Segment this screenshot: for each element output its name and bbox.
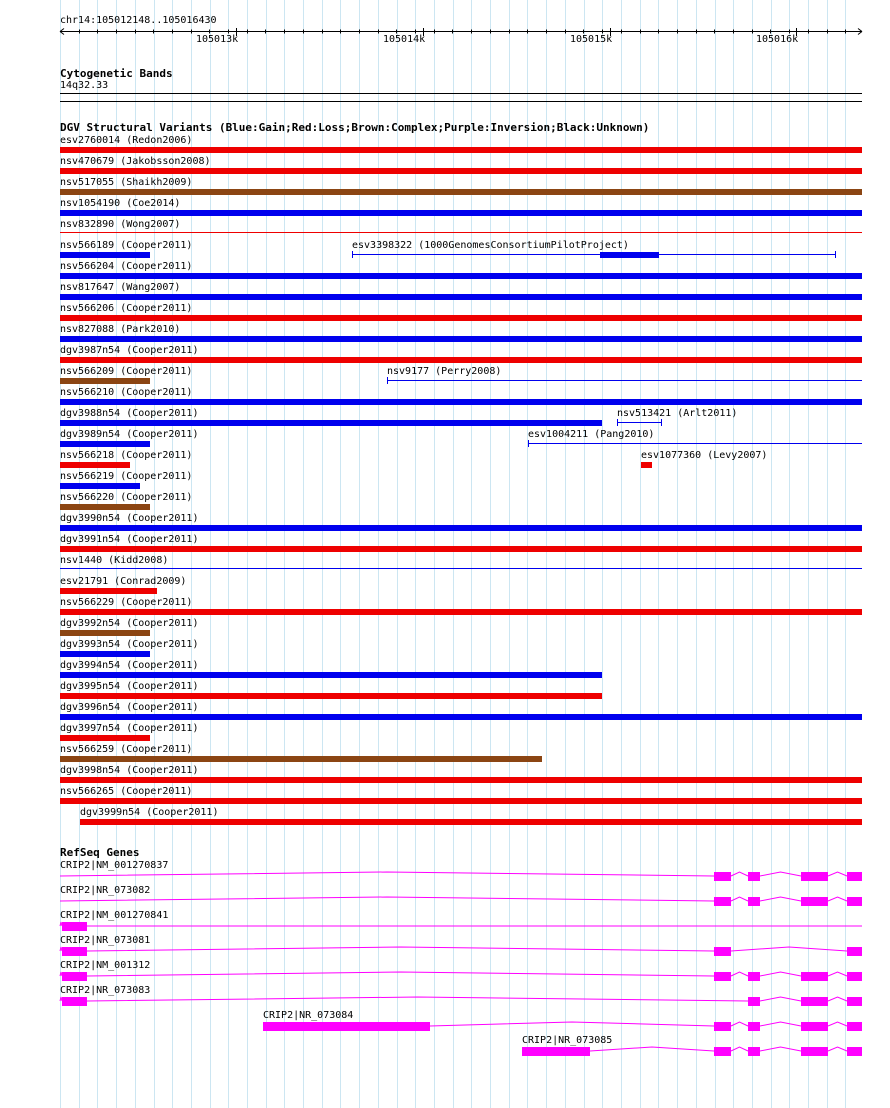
dgv-variant-bar[interactable] [60,399,862,405]
cytoband-track-title[interactable]: Cytogenetic Bands [60,67,173,80]
dgv-variant-bar[interactable] [60,693,602,699]
dgv-variant-bar[interactable] [60,777,862,783]
transcript-label[interactable]: CRIP2|NM_001270841 [60,910,169,921]
dgv-variant-bar[interactable] [60,232,862,233]
dgv-variant-bar[interactable] [60,420,602,426]
dgv-variant-bar[interactable] [60,252,150,258]
dgv-variant-bar[interactable] [60,525,862,531]
dgv-variant-label[interactable]: esv1004211 (Pang2010) [528,429,655,440]
dgv-variant-label[interactable]: nsv1440 (Kidd2008) [60,555,169,566]
dgv-variant-bar[interactable] [617,422,662,423]
dgv-variant-label[interactable]: esv2760014 (Redon2006) [60,135,193,146]
dgv-variant-bar[interactable] [641,462,652,468]
dgv-variant-label[interactable]: esv1077360 (Levy2007) [641,450,768,461]
dgv-variant-label[interactable]: dgv3999n54 (Cooper2011) [80,807,219,818]
dgv-variant-endcap [528,440,529,447]
dgv-track-title[interactable]: DGV Structural Variants (Blue:Gain;Red:Loss;Brown:Complex;Purple:Inversion;Black:Unknown) [60,121,650,134]
dgv-variant-bar[interactable] [80,819,862,825]
dgv-variant-bar[interactable] [600,252,659,258]
dgv-variant-bar[interactable] [60,315,862,321]
dgv-variant-bar[interactable] [60,294,862,300]
cytoband-bar-top [60,93,862,94]
dgv-variant-bar[interactable] [60,735,150,741]
dgv-variant-label[interactable]: nsv832890 (Wong2007) [60,219,181,230]
dgv-variant-bar[interactable] [387,380,862,381]
cytoband-bar-bottom [60,101,862,102]
transcript-label[interactable]: CRIP2|NR_073084 [263,1010,354,1021]
dgv-variant-label[interactable]: dgv3988n54 (Cooper2011) [60,408,199,419]
dgv-variant-bar[interactable] [60,462,130,468]
dgv-variant-bar[interactable] [60,609,862,615]
dgv-variant-bar[interactable] [60,672,602,678]
dgv-variant-endcap [835,251,836,258]
dgv-variant-label[interactable]: nsv566229 (Cooper2011) [60,597,193,608]
dgv-variant-label[interactable]: nsv1054190 (Coe2014) [60,198,181,209]
transcript-label[interactable]: CRIP2|NR_073085 [522,1035,613,1046]
dgv-variant-endcap [352,251,353,258]
dgv-variant-bar[interactable] [60,273,862,279]
dgv-variant-label[interactable]: nsv566265 (Cooper2011) [60,786,193,797]
dgv-variant-label[interactable]: dgv3990n54 (Cooper2011) [60,513,199,524]
dgv-variant-bar[interactable] [60,189,862,195]
dgv-variant-bar[interactable] [60,483,140,489]
dgv-variant-label[interactable]: dgv3995n54 (Cooper2011) [60,681,199,692]
dgv-variant-label[interactable]: nsv9177 (Perry2008) [387,366,502,377]
ruler-tick-label: 105016k [756,34,799,45]
dgv-variant-label[interactable]: dgv3994n54 (Cooper2011) [60,660,199,671]
transcript-label[interactable]: CRIP2|NM_001270837 [60,860,169,871]
dgv-variant-label[interactable]: dgv3987n54 (Cooper2011) [60,345,199,356]
dgv-variant-label[interactable]: dgv3991n54 (Cooper2011) [60,534,199,545]
dgv-variant-bar[interactable] [60,588,157,594]
dgv-variant-label[interactable]: nsv566220 (Cooper2011) [60,492,193,503]
dgv-variant-bar[interactable] [60,798,862,804]
dgv-variant-label[interactable]: dgv3993n54 (Cooper2011) [60,639,199,650]
dgv-variant-bar[interactable] [60,147,862,153]
transcript-label[interactable]: CRIP2|NR_073083 [60,985,151,996]
dgv-variant-bar[interactable] [60,357,862,363]
dgv-variant-bar[interactable] [60,378,150,384]
cytoband-label: 14q32.33 [60,80,109,91]
dgv-variant-label[interactable]: dgv3989n54 (Cooper2011) [60,429,199,440]
transcript-label[interactable]: CRIP2|NM_001312 [60,960,151,971]
dgv-variant-endcap [387,377,388,384]
dgv-variant-bar[interactable] [60,630,150,636]
dgv-variant-bar[interactable] [60,568,862,569]
dgv-variant-label[interactable]: nsv513421 (Arlt2011) [617,408,738,419]
dgv-variant-label[interactable]: nsv817647 (Wang2007) [60,282,181,293]
dgv-variant-bar[interactable] [60,210,862,216]
dgv-variant-label[interactable]: esv3398322 (1000GenomesConsortiumPilotProject) [352,240,629,251]
dgv-variant-bar[interactable] [60,336,862,342]
dgv-variant-label[interactable]: nsv566210 (Cooper2011) [60,387,193,398]
dgv-variant-bar[interactable] [60,441,150,447]
dgv-variant-label[interactable]: nsv566204 (Cooper2011) [60,261,193,272]
dgv-variant-bar[interactable] [60,714,862,720]
transcript-label[interactable]: CRIP2|NR_073082 [60,885,151,896]
dgv-variant-label[interactable]: esv21791 (Conrad2009) [60,576,187,587]
refseq-track-title[interactable]: RefSeq Genes [60,846,140,859]
dgv-variant-label[interactable]: nsv517055 (Shaikh2009) [60,177,193,188]
location-readout: chr14:105012148..105016430 [60,15,217,26]
dgv-variant-label[interactable]: nsv566206 (Cooper2011) [60,303,193,314]
dgv-variant-label[interactable]: nsv827088 (Park2010) [60,324,181,335]
dgv-variant-endcap [617,419,618,426]
dgv-variant-bar[interactable] [60,546,862,552]
ruler-tick-label: 105015k [570,34,613,45]
dgv-variant-bar[interactable] [60,651,150,657]
dgv-variant-label[interactable]: nsv566189 (Cooper2011) [60,240,193,251]
ruler-tick-label: 105014k [383,34,426,45]
dgv-variant-label[interactable]: nsv566259 (Cooper2011) [60,744,193,755]
dgv-variant-bar[interactable] [352,254,836,255]
dgv-variant-label[interactable]: dgv3996n54 (Cooper2011) [60,702,199,713]
dgv-variant-label[interactable]: dgv3992n54 (Cooper2011) [60,618,199,629]
transcript-label[interactable]: CRIP2|NR_073081 [60,935,151,946]
dgv-variant-bar[interactable] [60,504,150,510]
dgv-variant-endcap [661,419,662,426]
dgv-variant-label[interactable]: nsv566218 (Cooper2011) [60,450,193,461]
dgv-variant-label[interactable]: nsv470679 (Jakobsson2008) [60,156,211,167]
dgv-variant-label[interactable]: nsv566209 (Cooper2011) [60,366,193,377]
dgv-variant-bar[interactable] [60,756,542,762]
dgv-variant-label[interactable]: dgv3997n54 (Cooper2011) [60,723,199,734]
dgv-variant-bar[interactable] [60,168,862,174]
dgv-variant-label[interactable]: nsv566219 (Cooper2011) [60,471,193,482]
dgv-variant-label[interactable]: dgv3998n54 (Cooper2011) [60,765,199,776]
ruler-tick-label: 105013k [196,34,239,45]
dgv-variant-bar[interactable] [528,443,862,444]
